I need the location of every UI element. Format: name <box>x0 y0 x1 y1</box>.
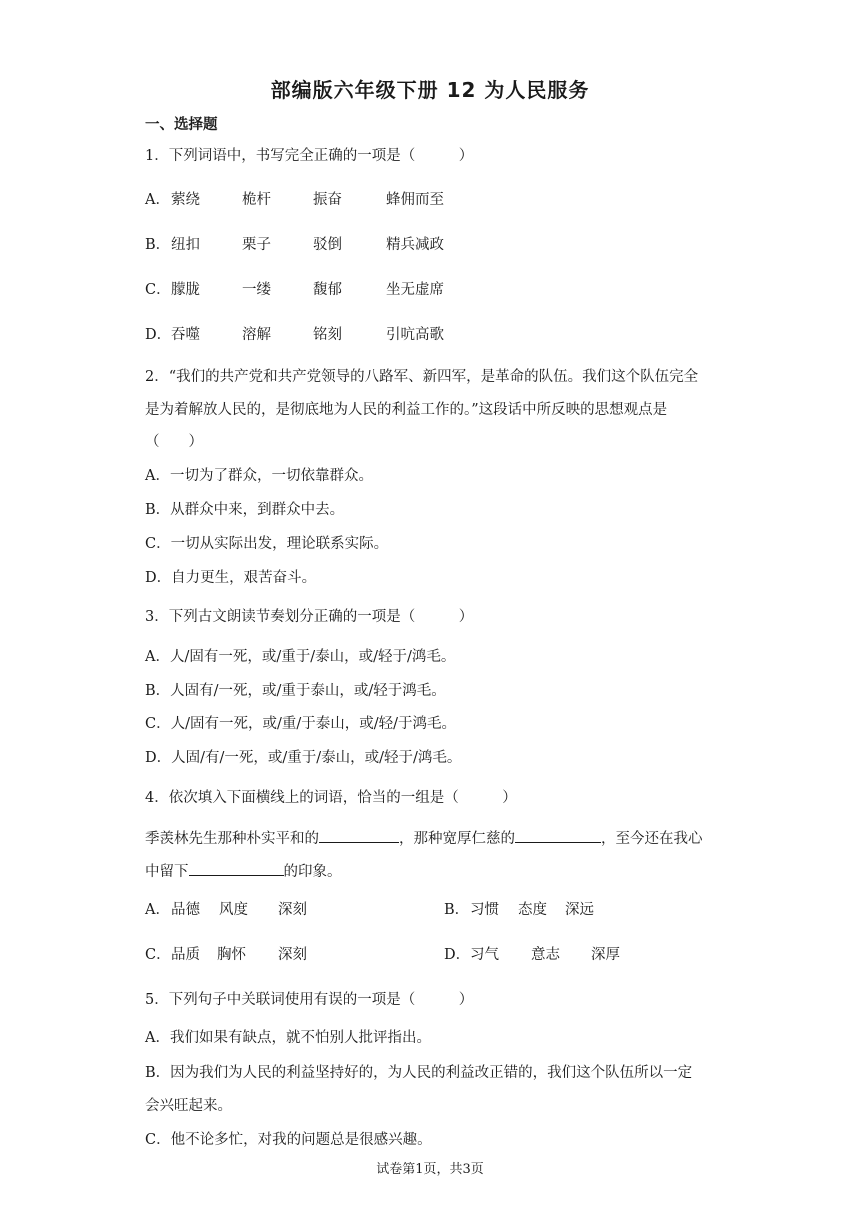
option-word: 纽扣 <box>171 237 200 253</box>
question-4-option-d <box>444 945 620 965</box>
question-1-option-a <box>145 190 444 210</box>
option-word: 习惯 <box>470 902 499 918</box>
question-4-passage-line-2 <box>145 861 342 882</box>
answer-blank-1 <box>319 828 399 843</box>
option-label: D． <box>444 947 471 963</box>
passage-text: ，至今还在我心 <box>601 831 703 847</box>
question-2-option-d: D．自力更生，艰苦奋斗。 <box>145 570 317 586</box>
answer-blank-3 <box>189 861 284 876</box>
option-word: 萦绕 <box>171 192 200 208</box>
option-word: 品德 <box>171 902 200 918</box>
question-1-option-c <box>145 280 444 300</box>
passage-text: 季羡林先生那种朴实平和的 <box>145 831 319 847</box>
passage-text: 的印象。 <box>283 864 342 880</box>
option-label: C． <box>145 282 171 298</box>
option-word: 桅杆 <box>242 192 271 208</box>
question-1-stem: 1．下列词语中，书写完全正确的一项是（ ） <box>145 148 474 164</box>
option-word: 蜂佣而至 <box>386 192 444 208</box>
option-label: D． <box>145 327 172 343</box>
option-word: 深厚 <box>591 947 620 963</box>
option-word: 吞噬 <box>171 327 200 343</box>
option-word: 朦胧 <box>171 282 200 298</box>
option-word: 振奋 <box>313 192 342 208</box>
question-4-option-a <box>145 900 307 920</box>
option-word: 栗子 <box>242 237 271 253</box>
question-3-option-c: C．人/固有一死，或/重/于泰山，或/轻/于鸿毛。 <box>145 716 457 732</box>
option-label: A． <box>145 192 170 208</box>
question-3-option-b: B．人固有/一死，或/重于泰山，或/轻于鸿毛。 <box>145 683 446 699</box>
option-word: 坐无虚席 <box>386 282 444 298</box>
question-4-option-c <box>145 945 307 965</box>
question-4-stem: 4．依次填入下面横线上的词语，恰当的一组是（ ） <box>145 790 517 806</box>
question-5-option-b-line-1: B．因为我们为人民的利益坚持好的，为人民的利益改正错的，我们这个队伍所以一定 <box>145 1065 693 1081</box>
passage-text: 中留下 <box>145 864 189 880</box>
option-word: 意志 <box>531 947 560 963</box>
question-1-option-d <box>145 325 444 345</box>
option-word: 习气 <box>470 947 499 963</box>
question-2-option-a: A．一切为了群众，一切依靠群众。 <box>145 468 373 484</box>
question-2-option-b: B．从群众中来，到群众中去。 <box>145 502 345 518</box>
option-label: C． <box>145 947 171 963</box>
option-word: 一缕 <box>242 282 271 298</box>
question-2-stem-line-2: 是为着解放人民的，是彻底地为人民的利益工作的。”这段话中所反映的思想观点是 <box>145 402 668 418</box>
question-1-option-b <box>145 235 444 255</box>
option-word: 引吭高歌 <box>386 327 444 343</box>
option-word: 风度 <box>219 902 248 918</box>
option-word: 深刻 <box>278 902 307 918</box>
option-label: B． <box>444 902 470 918</box>
option-word: 态度 <box>518 902 547 918</box>
question-5-option-a: A．我们如果有缺点，就不怕别人批评指出。 <box>145 1030 431 1046</box>
option-word: 铭刻 <box>313 327 342 343</box>
answer-blank-2 <box>515 828 601 843</box>
section-heading: 一、选择题 <box>145 117 218 133</box>
option-word: 品质 <box>171 947 200 963</box>
question-3-option-a: A．人/固有一死，或/重于/泰山，或/轻于/鸿毛。 <box>145 649 456 665</box>
question-2-option-c: C．一切从实际出发，理论联系实际。 <box>145 536 389 552</box>
option-word: 驳倒 <box>313 237 342 253</box>
option-word: 深远 <box>565 902 594 918</box>
question-3-stem: 3．下列古文朗读节奏划分正确的一项是（ ） <box>145 609 474 625</box>
question-2-stem-line-3: （ ） <box>145 434 203 450</box>
option-label: B． <box>145 237 171 253</box>
option-word: 深刻 <box>278 947 307 963</box>
option-word: 精兵减政 <box>386 237 444 253</box>
passage-text: ，那种宽厚仁慈的 <box>399 831 515 847</box>
question-3-option-d: D．人固/有/一死，或/重于/泰山，或/轻于/鸿毛。 <box>145 750 462 766</box>
question-5-stem: 5．下列句子中关联词使用有误的一项是（ ） <box>145 992 474 1008</box>
option-word: 馥郁 <box>313 282 342 298</box>
question-5-option-b-line-2: 会兴旺起来。 <box>145 1098 232 1114</box>
option-word: 溶解 <box>242 327 271 343</box>
question-2-stem-line-1: 2．“我们的共产党和共产党领导的八路军、新四军，是革命的队伍。我们这个队伍完全 <box>145 369 699 385</box>
question-4-option-b <box>444 900 594 920</box>
option-label: A． <box>145 902 170 918</box>
option-word: 胸怀 <box>217 947 246 963</box>
page-footer: 试卷第1页，共3页 <box>376 1162 484 1177</box>
question-5-option-c: C．他不论多忙，对我的问题总是很感兴趣。 <box>145 1132 432 1148</box>
page-title: 部编版六年级下册 12 为人民服务 <box>270 78 590 102</box>
question-4-passage-line-1 <box>145 828 703 849</box>
